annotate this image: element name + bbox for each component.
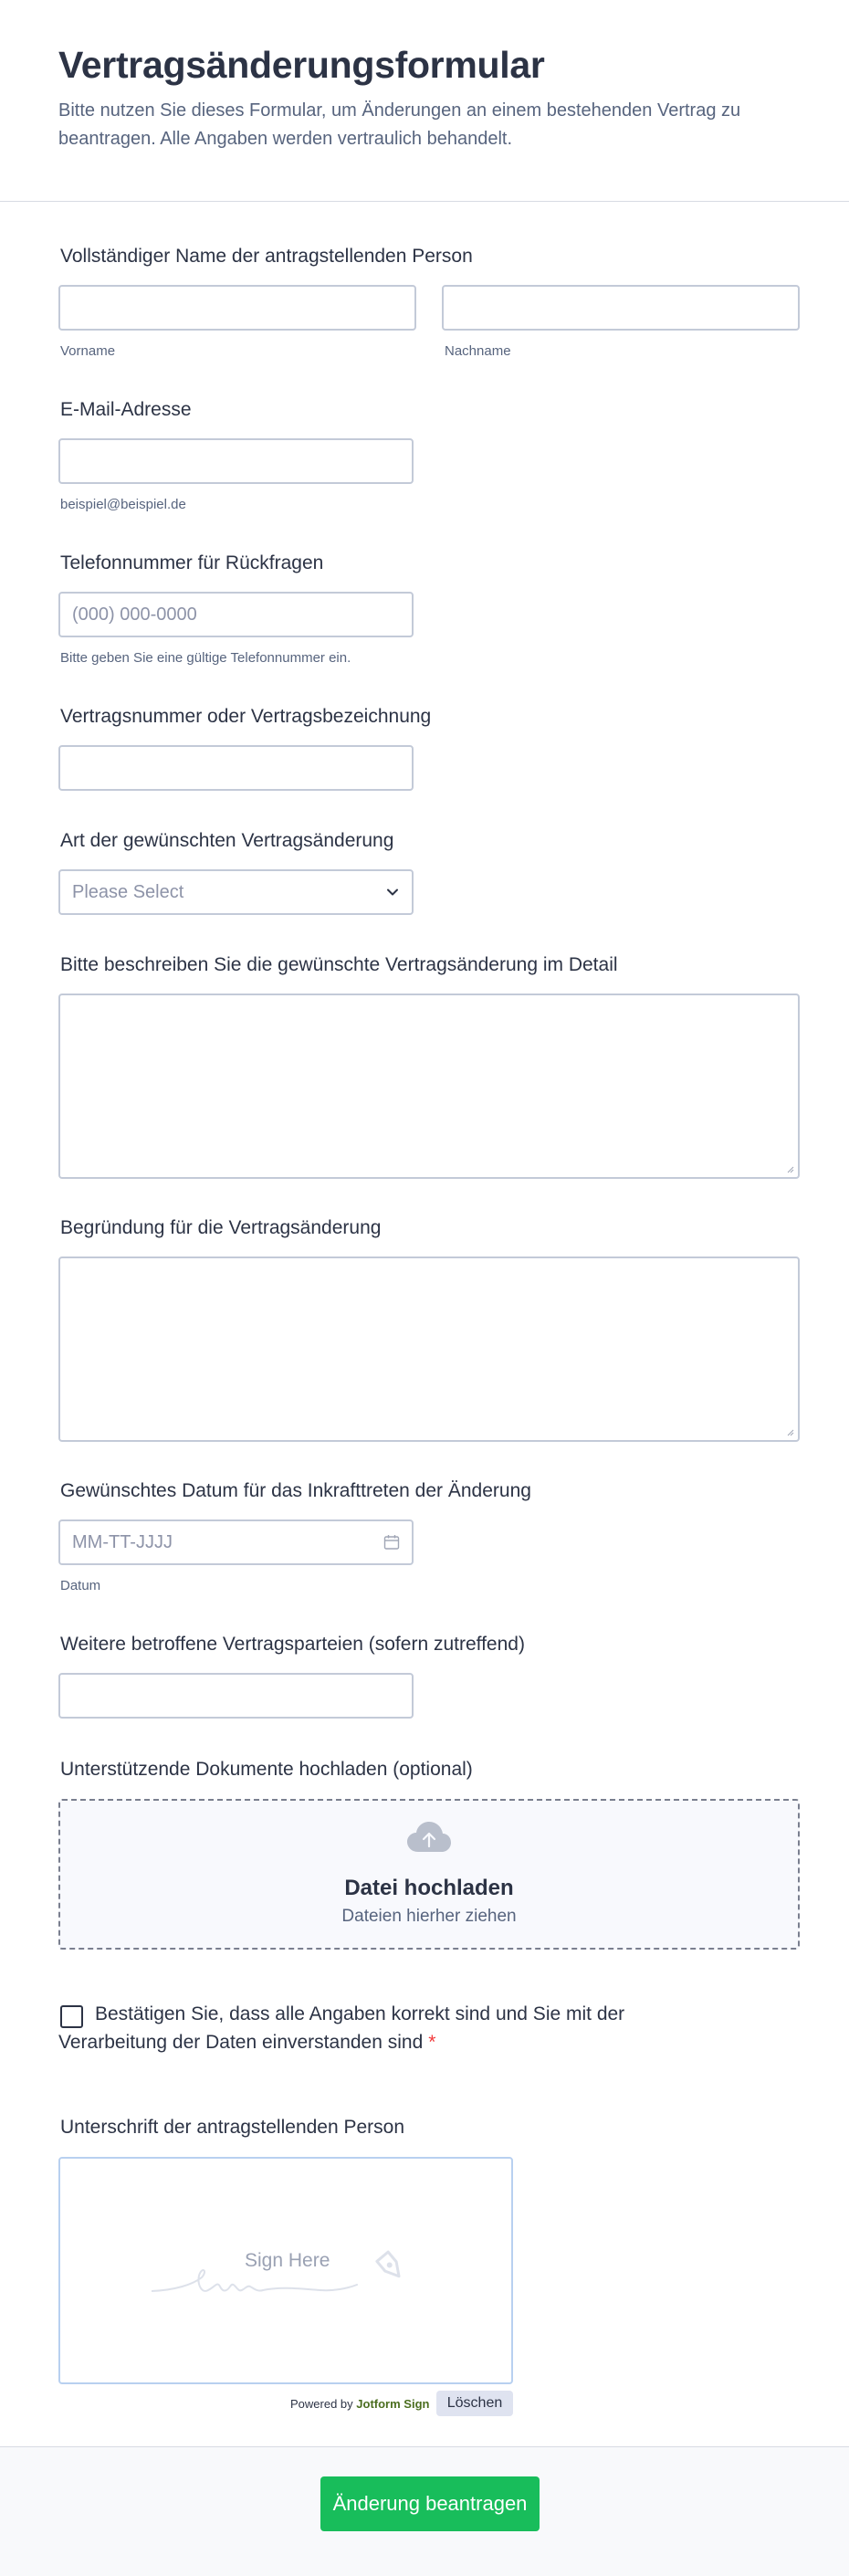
reason-label: Begründung für die Vertragsänderung <box>60 1217 382 1238</box>
reason-textarea[interactable] <box>58 1256 800 1442</box>
resize-grip-icon[interactable] <box>785 1164 794 1173</box>
phone-input[interactable] <box>58 592 414 637</box>
effective-date-label: Gewünschtes Datum für das Inkrafttreten der Änderung <box>60 1480 531 1501</box>
last-name-input[interactable] <box>442 285 800 331</box>
first-name-input[interactable] <box>58 285 416 331</box>
change-type-select[interactable] <box>58 869 414 915</box>
resize-grip-icon[interactable] <box>785 1427 794 1436</box>
email-label: E-Mail-Adresse <box>60 399 192 420</box>
pen-nib-icon <box>371 2246 411 2287</box>
signature-label: Unterschrift der antragstellenden Person <box>60 2117 405 2138</box>
email-sublabel: beispiel@beispiel.de <box>60 497 186 512</box>
cloud-upload-icon <box>405 1819 453 1856</box>
powered-by <box>290 2397 429 2411</box>
powered-brand: Jotform Sign <box>356 2397 430 2411</box>
phone-sublabel: Bitte geben Sie eine gültige Telefonnummer ein. <box>60 650 351 666</box>
phone-placeholder: (000) 000-0000 <box>72 605 197 625</box>
form-title: Vertragsänderungsformular <box>58 44 545 86</box>
required-marker: * <box>428 2032 436 2053</box>
clear-signature-button[interactable]: Löschen <box>436 2391 513 2416</box>
change-description-label: Bitte beschreiben Sie die gewünschte Vertragsänderung im Detail <box>60 954 618 975</box>
signature-placeholder: Sign Here <box>245 2250 330 2271</box>
signature-pad[interactable] <box>58 2157 513 2384</box>
other-parties-label: Weitere betroffene Vertragsparteien (sofern zutreffend) <box>60 1634 525 1655</box>
first-name-sublabel: Vorname <box>60 343 116 359</box>
contract-number-input[interactable] <box>58 745 414 791</box>
file-upload-dropzone[interactable] <box>58 1799 800 1950</box>
effective-date-input[interactable] <box>58 1519 414 1565</box>
full-name-label: Vollständiger Name der antragstellenden Person <box>60 246 473 267</box>
submit-button[interactable]: Änderung beantragen <box>320 2476 540 2531</box>
upload-label: Unterstützende Dokumente hochladen (optional) <box>60 1759 473 1780</box>
date-placeholder: MM-TT-JJJJ <box>72 1532 173 1552</box>
change-type-label: Art der gewünschten Vertragsänderung <box>60 830 394 851</box>
other-parties-input[interactable] <box>58 1673 414 1719</box>
calendar-icon[interactable] <box>383 1533 401 1551</box>
consent-text: Bestätigen Sie, dass alle Angaben korrekt sind und Sie mit der Verarbeitung der Daten einverstanden sind <box>58 2003 625 2053</box>
last-name-sublabel: Nachname <box>445 343 511 359</box>
upload-subtitle: Dateien hierher ziehen <box>341 1907 517 1926</box>
form-description: Bitte nutzen Sie dieses Formular, um Änderungen an einem bestehenden Vertrag zu beantragen. Alle Angaben werden vertraulich behandelt. <box>58 100 741 149</box>
contract-number-label: Vertragsnummer oder Vertragsbezeichnung <box>60 706 432 727</box>
email-input[interactable] <box>58 438 414 484</box>
date-sublabel: Datum <box>60 1578 101 1593</box>
change-type-selected: Please Select <box>72 882 184 902</box>
powered-prefix: Powered by <box>290 2397 353 2411</box>
form-header <box>0 0 849 202</box>
phone-label: Telefonnummer für Rückfragen <box>60 552 324 573</box>
consent-label <box>58 2000 688 2056</box>
change-description-textarea[interactable] <box>58 994 800 1179</box>
upload-title: Datei hochladen <box>344 1876 514 1900</box>
chevron-down-icon <box>384 884 401 900</box>
